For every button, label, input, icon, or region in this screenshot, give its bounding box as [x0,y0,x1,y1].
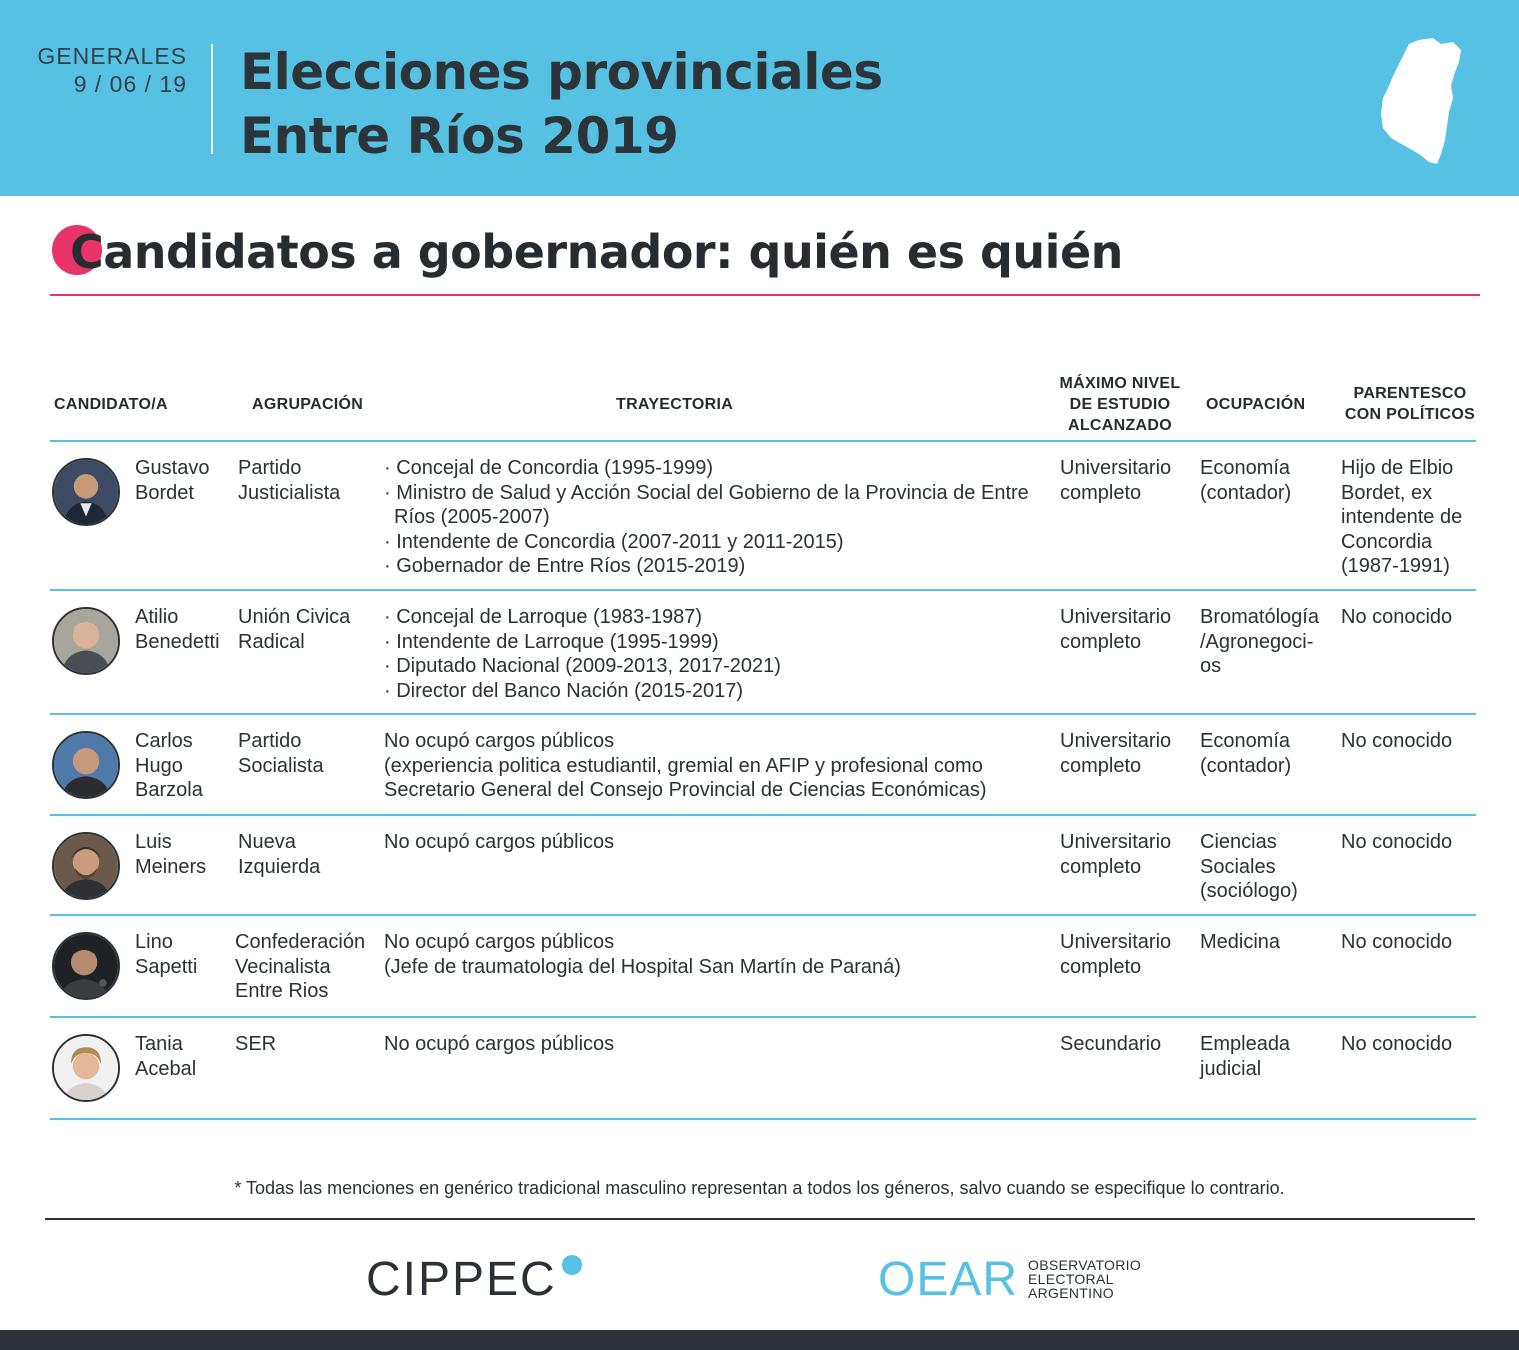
party-line: Radical [238,630,305,653]
candidate-photo [52,607,120,675]
oear-line: ELECTORAL [1028,1271,1114,1287]
candidate-party [235,1032,383,1057]
education-line: Universitario [1060,931,1172,953]
candidate-party [235,930,383,1004]
party-line: Vecinalista [235,955,331,978]
candidate-name [135,830,235,879]
candidate-trajectory [384,729,1054,803]
party-line: Partido [238,730,302,752]
candidate-trajectory [384,605,1054,703]
trajectory-item: (Jefe de traumatologia del Hospital San Martín de Paraná) [384,955,901,978]
occupation-line: Economía [1200,730,1291,752]
candidate-relatives: No conocido [1341,606,1453,628]
candidate-name [135,605,235,654]
trajectory-item: No ocupó cargos públicos [384,931,615,953]
party-line: Unión Civica [238,606,351,628]
candidate-party [238,605,386,654]
trajectory-item: Secretario General del Consejo Provincial de Ciencias Económicas) [384,779,987,801]
col-candidate: CANDIDATO/A [54,396,168,413]
occupation-line: (contador) [1200,754,1292,777]
title-line-2: Entre Ríos 2019 [240,107,679,165]
candidate-name [135,456,235,505]
trajectory-item: · Ministro de Salud y Acción Social del Gobierno de la Provincia de Entre Ríos (2005-2007) [384,481,1029,528]
table-row [50,442,1476,591]
party-line: Confederación [235,931,366,953]
name-first: Tania [135,1033,183,1055]
oear-logo: OEAR [878,1253,1019,1306]
occupation-line: (contador) [1200,481,1292,504]
candidate-trajectory [384,456,1054,579]
party-line: Entre Rios [235,980,329,1002]
col-relatives-l1: PARENTESCO [1353,385,1467,402]
occupation-line: Economía [1200,457,1291,479]
occupation-line: os [1200,655,1222,677]
election-type: GENERALES [37,43,187,69]
table-row [50,1018,1476,1120]
col-relatives [1338,383,1482,425]
name-last: Sapetti [135,955,198,978]
name-middle: Hugo [135,754,183,777]
occupation-line: (sociólogo) [1200,880,1298,902]
trajectory-item: · Concejal de Concordia (1995-1999) [384,457,714,479]
trajectory-item: (experiencia politica estudiantil, gremial en AFIP y profesional como [384,754,983,777]
candidate-relatives: Hijo de Elbio Bordet, ex intendente de Concordia (1987-1991) [1341,457,1463,577]
candidate-relatives: No conocido [1341,931,1453,953]
candidate-trajectory [384,1032,1054,1057]
table-row [50,591,1476,715]
cippec-logo: CIPPEC [366,1253,557,1306]
name-last: Meiners [135,855,207,878]
footnote: * Todas las menciones en genérico tradicional masculino representan a todos los géneros, salvo cuando se especifique lo contrario. [234,1178,1285,1198]
footer-rule [45,1218,1475,1220]
party-line: Izquierda [238,855,321,878]
col-education-l2: DE ESTUDIO [1069,396,1171,413]
name-last: Benedetti [135,630,220,653]
occupation-line: judicial [1200,1057,1262,1080]
candidate-name [135,1032,235,1081]
education-line: Universitario [1060,606,1172,628]
occupation-line: Bromatólogía [1200,606,1319,628]
title-line-1: Elecciones provinciales [240,43,883,101]
candidate-relatives: No conocido [1341,1033,1453,1055]
education-line: completo [1060,754,1142,777]
col-education-l1: MÁXIMO NIVEL [1059,375,1181,392]
oear-line: OBSERVATORIO [1028,1257,1142,1273]
name-first: Carlos [135,730,193,752]
education-line: Universitario [1060,457,1172,479]
trajectory-item: No ocupó cargos públicos [384,1033,615,1055]
candidate-occupation [1200,930,1338,955]
occupation-line: /Agronegoci- [1200,630,1314,653]
table-row [50,715,1476,816]
party-line: Partido [238,457,302,479]
trajectory-item: · Diputado Nacional (2009-2013, 2017-2021) [384,655,781,677]
header-banner [0,0,1519,196]
education-line: completo [1060,630,1142,653]
education-line: completo [1060,481,1142,504]
candidate-occupation [1200,456,1338,505]
col-education-l3: ALCANZADO [1067,417,1173,434]
trajectory-item: · Gobernador de Entre Ríos (2015-2019) [384,555,746,577]
bottom-bar [0,1330,1519,1350]
party-line: Nueva [238,831,296,853]
occupation-line: Medicina [1200,931,1281,953]
col-education [1050,373,1190,436]
cippec-badge-icon [562,1255,582,1275]
candidate-education [1060,729,1195,778]
candidate-party [238,729,386,778]
candidate-education [1060,1032,1195,1057]
trajectory-item: · Intendente de Larroque (1995-1999) [384,630,719,653]
candidate-photo [52,832,120,900]
candidate-trajectory [384,830,1054,855]
name-first: Atilio [135,606,179,628]
election-date: 9 / 06 / 19 [73,71,187,97]
row-divider [50,1118,1476,1120]
name-last: Acebal [135,1057,197,1080]
table-row [50,816,1476,916]
table-header [50,372,1476,438]
name-last: Bordet [135,481,194,504]
section-title: Candidatos a gobernador: quién es quién [70,225,1123,279]
candidate-occupation [1200,605,1338,679]
election-meta [0,42,187,98]
party-line: Justicialista [238,481,341,504]
education-line: Secundario [1060,1033,1162,1055]
col-trajectory: TRAYECTORIA [616,396,734,413]
occupation-line: Sociales [1200,855,1276,878]
name-first: Luis [135,831,172,853]
candidate-party [238,830,386,879]
trajectory-item: No ocupó cargos públicos [384,730,615,752]
oear-subtitle [1028,1258,1141,1300]
occupation-line: Empleada [1200,1033,1291,1055]
name-first: Lino [135,931,173,953]
title-underline [50,294,1480,296]
candidate-party [238,456,386,505]
header-divider [211,44,213,154]
candidate-name [135,930,235,979]
col-occupation: OCUPACIÓN [1206,396,1306,413]
col-relatives-l2: CON POLÍTICOS [1344,406,1476,423]
candidate-relatives: No conocido [1341,831,1453,853]
party-line: SER [235,1033,277,1055]
candidate-occupation [1200,729,1338,778]
candidate-photo [52,932,120,1000]
candidate-occupation [1200,830,1338,904]
oear-line: ARGENTINO [1028,1285,1114,1301]
candidate-education [1060,930,1195,979]
page-title [240,40,1140,168]
entre-rios-map-icon [1375,36,1467,168]
trajectory-item: · Concejal de Larroque (1983-1987) [384,606,702,628]
candidate-photo [52,1034,120,1102]
candidate-occupation [1200,1032,1338,1081]
trajectory-item: · Director del Banco Nación (2015-2017) [384,679,744,702]
col-party: AGRUPACIÓN [252,396,364,413]
candidate-trajectory [384,930,1054,979]
trajectory-item: · Intendente de Concordia (2007-2011 y 2011-2015) [384,530,844,553]
trajectory-item: No ocupó cargos públicos [384,831,615,853]
name-last: Barzola [135,779,203,801]
education-line: Universitario [1060,831,1172,853]
candidate-education [1060,830,1195,879]
education-line: completo [1060,955,1142,978]
candidate-photo [52,458,120,526]
occupation-line: Ciencias [1200,831,1277,853]
candidate-education [1060,605,1195,654]
party-line: Socialista [238,754,324,777]
name-first: Gustavo [135,457,210,479]
candidate-education [1060,456,1195,505]
candidate-relatives: No conocido [1341,730,1453,752]
education-line: completo [1060,855,1142,878]
candidate-name [135,729,235,803]
table-row [50,916,1476,1018]
education-line: Universitario [1060,730,1172,752]
candidate-photo [52,731,120,799]
